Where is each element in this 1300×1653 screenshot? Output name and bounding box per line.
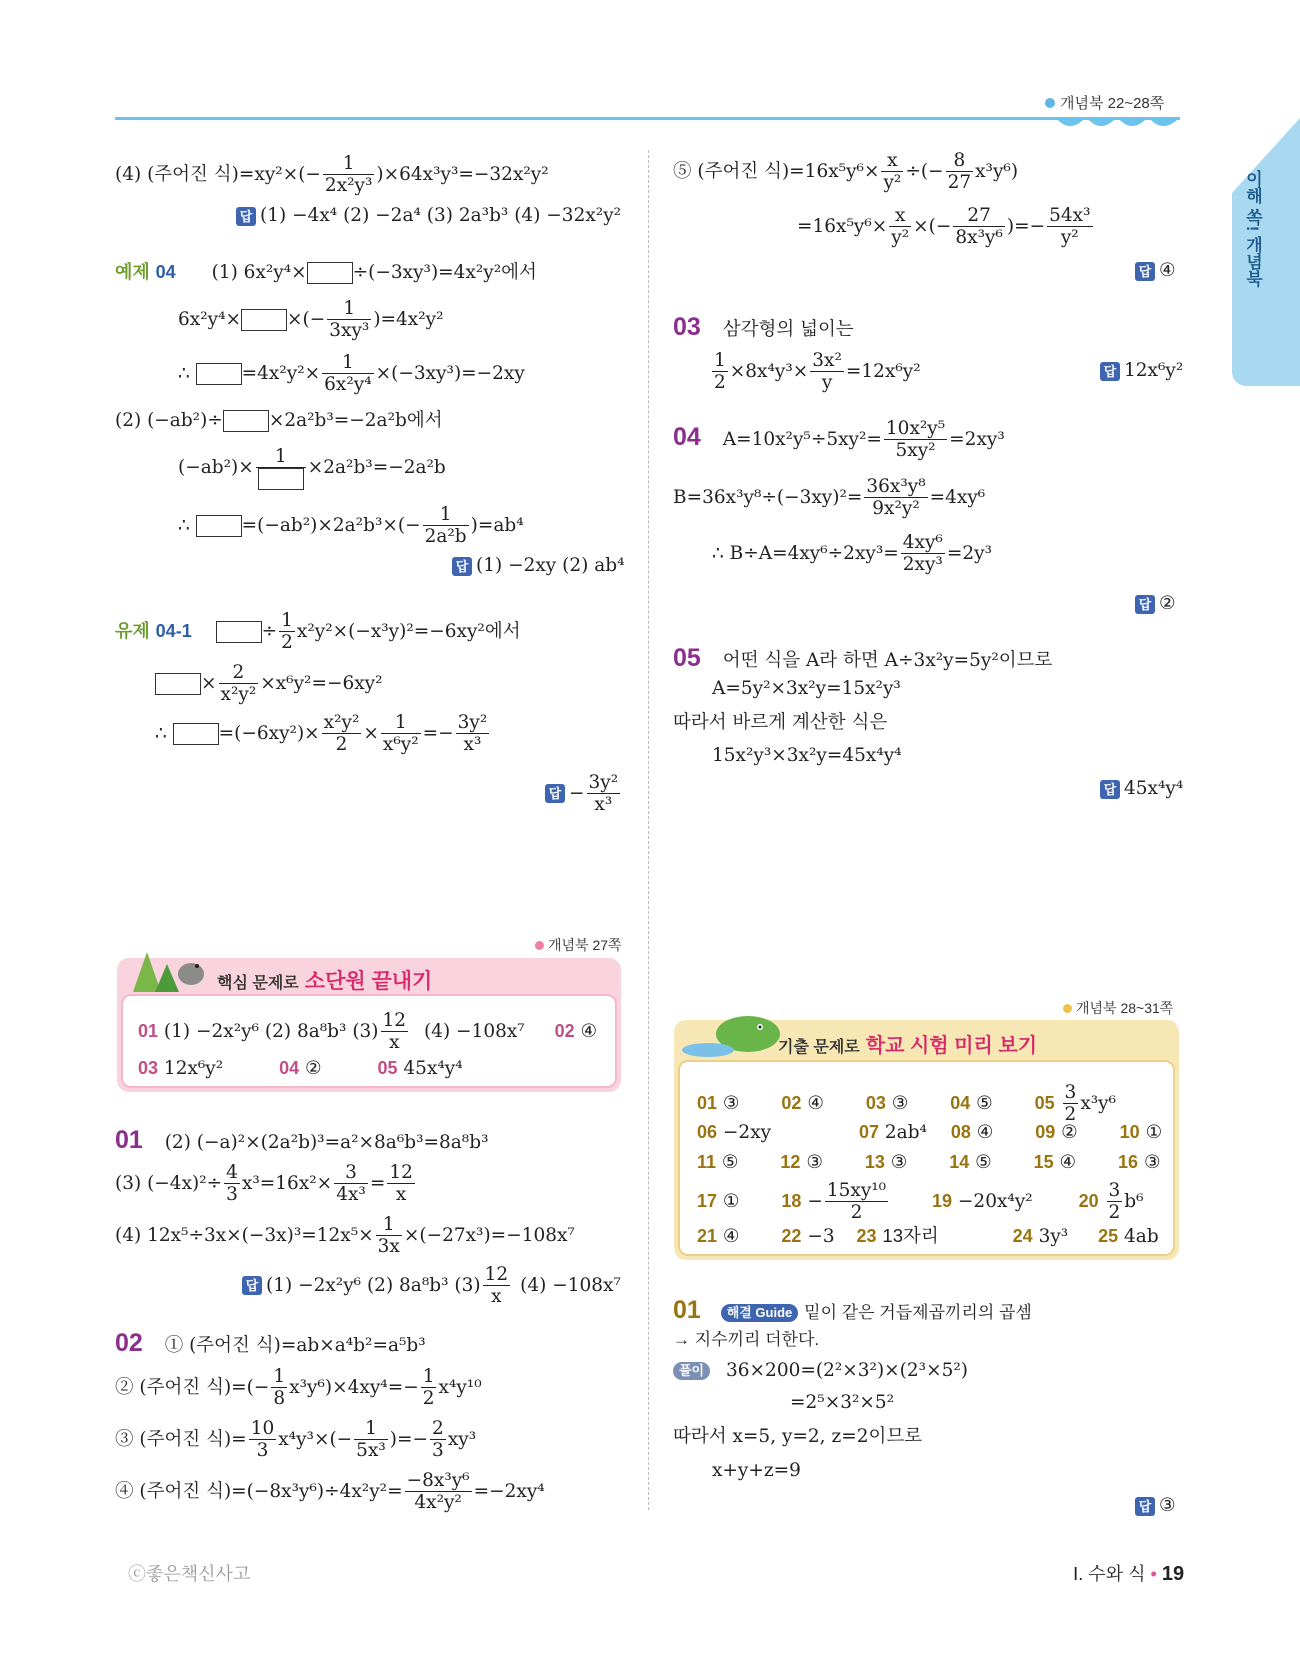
p02-b: ② (주어진 식)=(− $\frac{1}{8}$ x³y⁶)×4xy⁴=− $\frac{1}{2}$ x⁴y¹⁰ [115,1366,482,1410]
line-y2: × $\frac{2}{\text{x²y²}}$ ×x⁶y²=−6xy² [155,662,383,706]
dot-icon [1063,1004,1072,1013]
q01-s1: 풀이 36×200=(2²×3²)×(2³×5²) [673,1360,968,1382]
answer-icon: 답 [1135,595,1155,614]
exam-row-4: 17 ① 18 − $\frac{\text{15xy¹⁰}}{2}$ 19 −20x⁴y² 20 $\frac{3}{2}$ b⁶ [697,1180,1144,1224]
answer-line-l2: 답 (1) −4x⁴ (2) −2a⁴ (3) 2a³b³ (4) −32x²y² [236,205,621,227]
answer-icon: 답 [452,557,472,576]
line-e5: (−ab²)× 1 ×2a²b³=−2a²b [178,446,446,490]
p02-c: ③ (주어진 식)= $\frac{10}{3}$ x⁴y³×(− $\frac{1}{\text{5x³}}$ )=− $\frac{2}{3}$ xy³ [115,1418,477,1462]
answer-line-y4: 답 − $\frac{\text{3y²}}{\text{x³}}$ [545,772,622,816]
p04-b: B=36x³y⁸÷(−3xy)²= $\frac{\text{36x³y⁸}}{\text{9x²y²}}$ =4xy⁶ [673,476,986,520]
side-tab-label: 이해 쏙! 개념북 [1243,170,1262,288]
core-row-2: 03 12x⁶y² 04 ② 05 45x⁴y⁴ [138,1058,463,1079]
p02-a: 02 ① (주어진 식)=ab×a⁴b²=a⁵b³ [115,1329,426,1357]
q01-answer: 답 ③ [1135,1495,1176,1517]
blank-box [258,468,304,490]
crocodile-icon [678,1010,788,1058]
blank-box [223,410,269,432]
p01-b: (3) (−4x)²÷ $\frac{4}{3}$ x³=16x²× $\frac{3}{\text{4x³}}$ = $\frac{12}{x}$ [115,1162,413,1206]
q01-head: 01 해결 Guide 밑이 같은 거듭제곱끼리의 곱셈 [673,1296,1032,1324]
p04-a: 04 A=10x²y⁵÷5xy²= $\frac{\text{10x²y⁵}}{\text{5xy²}}$ =2xy³ [673,418,1005,462]
p01-a: 01 (2) (−a)²×(2a²b)³=a²×8a⁶b³=8a⁸b³ [115,1126,489,1154]
line-l1: (4) (주어진 식)=xy²×(− $\frac{1}{\text{2x²y³}}$ )×64x³y³=−32x²y² [115,153,549,197]
blank-box [155,673,201,695]
exam-row-1: 01 ③ 02 ④ 03 ③ 04 ⑤ 05 $\frac{3}{2}$ x³y⁶ [697,1082,1117,1126]
q01-s3: 따라서 x=5, y=2, z=2이므로 [673,1426,923,1447]
p02-d: ④ (주어진 식)=(−8x³y⁶)÷4x²y²= $\frac{\text{−8x³y⁶}}{\text{4x²y²}}$ =−2xy⁴ [115,1470,545,1514]
footer-copyright: ⓒ좋은책신사고 [128,1564,251,1584]
p04-c: ∴ B÷A=4xy⁶÷2xy³= $\frac{\text{4xy⁶}}{\text{2xy³}}$ =2y³ [712,532,992,576]
p05-b: A=5y²×3x²y=15x²y³ [712,678,901,699]
p01-answer: 답 (1) −2x²y⁶ (2) 8a⁸b³ (3) $\frac{12}{x}$ (4) −108x⁷ [242,1264,621,1308]
line-e6: ∴ =(−ab²)×2a²b³×(− $\frac{1}{\text{2a²b}}$ )=ab⁴ [178,504,524,548]
answer-icon: 답 [1135,1497,1155,1516]
dot-icon [535,941,544,950]
header-wave [1055,117,1180,133]
answer-icon: 답 [1135,262,1155,281]
header-rule [115,117,1180,120]
p05-c: 따라서 바르게 계산한 식은 [673,712,888,733]
answer-line-e7: 답 (1) −2xy (2) ab⁴ [452,555,625,577]
footer-section: Ⅰ. 수와 식 • 19 [1073,1563,1185,1585]
blank-box [196,515,242,537]
p05-d: 15x²y³×3x²y=45x⁴y⁴ [712,745,902,766]
q01-guide2: → 지수끼리 더한다. [673,1330,820,1349]
exam-title: 기출 문제로 학교 시험 미리 보기 [778,1035,1038,1057]
tree-icon [123,946,208,994]
exam-ref: 개념북 28~31쪽 [1063,998,1173,1018]
p03-answer: 답 12x⁶y² [1100,360,1183,382]
line-e2: 6x²y⁴× ×(− $\frac{1}{\text{3xy³}}$ )=4x²y² [178,298,444,342]
answer-icon: 답 [242,1276,262,1295]
p03-eq: $\frac{1}{2}$ ×8x⁴y³× $\frac{\text{3x²}}{y}$ =12x⁶y² [714,350,921,394]
q01-s2: =2⁵×3²×5² [790,1392,895,1413]
p04-answer: 답 ② [1135,593,1176,615]
p01-c: (4) 12x⁵÷3x×(−3x)³=12x⁵× $\frac{1}{3x}$ ×(−27x³)=−108x⁷ [115,1214,575,1258]
line-e3: ∴ =4x²y²× $\frac{1}{\text{6x²y⁴}}$ ×(−3xy³)=−2xy [178,352,525,396]
column-divider [648,150,649,1510]
core-row-1: 01 (1) −2x²y⁶ (2) 8a⁸b³ (3) $\frac{12}{x}$ (4) −108x⁷ 02 ④ [138,1010,598,1054]
q01-s4: x+y+z=9 [712,1460,801,1481]
header-ref: 개념북 22~28쪽 [1045,92,1164,113]
blank-box [173,723,219,745]
answer-icon: 답 [1100,780,1120,799]
right-r3-answer: 답 ④ [1135,260,1176,282]
p05-a: 05 어떤 식을 A라 하면 A÷3x²y=5y²이므로 [673,644,1053,672]
blank-box [196,363,242,385]
answer-icon: 답 [1100,362,1120,381]
page-number: 19 [1161,1563,1185,1585]
example-04: 예제 04 (1) 6x²y⁴× ÷(−3xy³)=4x²y²에서 [115,262,537,283]
p03-head: 03 삼각형의 넓이는 [673,313,854,341]
line-e4: (2) (−ab²)÷ ×2a²b³=−2a²b에서 [115,410,443,431]
blank-box [241,309,287,331]
answer-icon: 답 [545,784,565,803]
core-title: 핵심 문제로 소단원 끝내기 [217,970,433,993]
right-r1: ⑤ (주어진 식)=16x⁵y⁶× $\frac{x}{\text{y²}}$ ÷(− $\frac{8}{27}$ x³y⁶) [673,150,1019,194]
exam-row-5: 21 ④ 22 −3 23 13자리 24 3y³ 25 4ab [697,1225,1159,1247]
line-y3: ∴ =(−6xy²)× $\frac{\text{x²y²}}{2}$ × $\frac{1}{\text{x⁶y²}}$ =− $\frac{\text{3y²}}{\text{x³}}$ [155,712,488,756]
core-ref: 개념북 27쪽 [535,935,622,955]
p05-answer: 답 45x⁴y⁴ [1100,778,1183,800]
blank-box [216,621,262,643]
exam-row-2: 06 −2xy 07 2ab⁴ 08 ④ 09 ② 10 ① [697,1122,1163,1143]
exam-row-3: 11 ⑤ 12 ③ 13 ③ 14 ⑤ 15 ④ 16 ③ [697,1152,1161,1173]
blank-box [307,262,353,284]
answer-icon: 답 [236,207,256,226]
right-r2: =16x⁵y⁶× $\frac{x}{\text{y²}}$ ×(− $\frac{27}{\text{8x³y⁶}}$ )=− $\frac{\text{54x³}}{\text{y²}}$ [797,205,1091,249]
exercise-04-1: 유제 04-1 ÷ $\frac{1}{2}$ x²y²×(−x³y)²=−6xy²에서 [115,610,521,654]
dot-icon [1045,98,1055,108]
